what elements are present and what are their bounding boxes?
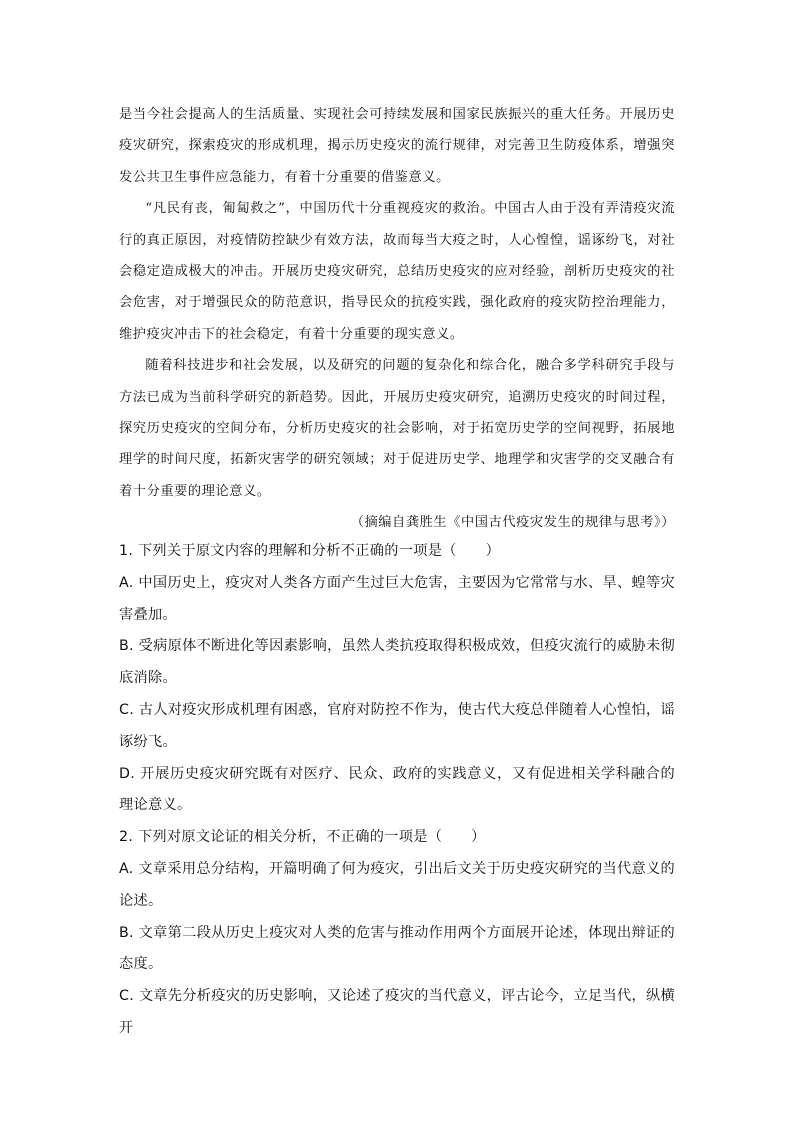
- question-option-d: D. 开展历史疫灾研究既有对医疗、民众、政府的实践意义，又有促进相关学科融合的理论意义。: [119, 765, 675, 814]
- question-1: [119, 536, 675, 822]
- question-list: [119, 536, 675, 1045]
- passage-paragraph-2: “凡民有丧，匍匐救之”，中国历代十分重视疫灾的救治。中国古人由于没有弄清疫灾流行的真正原因，对疫情防控缺少有效方法，故而每当大疫之时，人心惶惶，谣诼纷飞，对社会稳定造成极大的冲击。开展历史疫灾研究，总结历史疫灾的应对经验，剖析历史疫灾的社会危害，对于增强民众的防范意识，指导民众的抗疫实践，强化政府的疫灾防控治理能力，维护疫灾冲击下的社会稳定，有着十分重要的现实意义。: [119, 201, 675, 342]
- question-option-c: C. 古人对疫灾形成机理有困惑，官府对防控不作为，使古代大疫总伴随着人心惶怕，谣诼纷飞。: [119, 701, 675, 750]
- question-option-b: B. 文章第二段从历史上疫灾对人类的危害与推动作用两个方面展开论述，体现出辩证的态度。: [119, 924, 675, 973]
- question-option-a: A. 中国历史上，疫灾对人类各方面产生过巨大危害，主要因为它常常与水、旱、蝗等灾害叠加。: [119, 574, 675, 623]
- reading-passage: [119, 99, 675, 539]
- question-option-a: A. 文章采用总分结构，开篇明确了何为疫灾，引出后文关于历史疫灾研究的当代意义的论述。: [119, 860, 675, 909]
- question-stem: 1. 下列关于原文内容的理解和分析不正确的一项是（ ）: [119, 543, 501, 559]
- question-stem: 2. 下列对原文论证的相关分析，不正确的一项是（ ）: [119, 829, 486, 846]
- question-2: [119, 822, 675, 1045]
- passage-source: （摘编自龚胜生《中国古代疫灾发生的规律与思考》）: [350, 515, 675, 531]
- question-option-c: C. 文章先分析疫灾的历史影响，又论述了疫灾的当代意义，评古论今，立足当代，纵横开: [119, 988, 675, 1036]
- question-option-b: B. 受病原体不断进化等因素影响，虽然人类抗疫取得积极成效，但疫灾流行的威胁未彻底消除。: [119, 638, 675, 687]
- passage-paragraph-3: 随着科技进步和社会发展，以及研究的问题的复杂化和综合化，融合多学科研究手段与方法已成为当前科学研究的新趋势。因此，开展历史疫灾研究，追溯历史疫灾的时间过程，探究历史疫灾的空间分布，分析历史疫灾的社会影响，对于拓宽历史学的空间视野，拓展地理学的时间尺度，拓新灾害学的研究领域；对于促进历史学、地理学和灾害学的交叉融合有着十分重要的理论意义。: [119, 358, 675, 499]
- passage-paragraph-1: 是当今社会提高人的生活质量、实现社会可持续发展和国家民族振兴的重大任务。开展历史疫灾研究，探索疫灾的形成机理，揭示历史疫灾的流行规律，对完善卫生防疫体系，增强突发公共卫生事件应急能力，有着十分重要的借鉴意义。: [119, 107, 675, 185]
